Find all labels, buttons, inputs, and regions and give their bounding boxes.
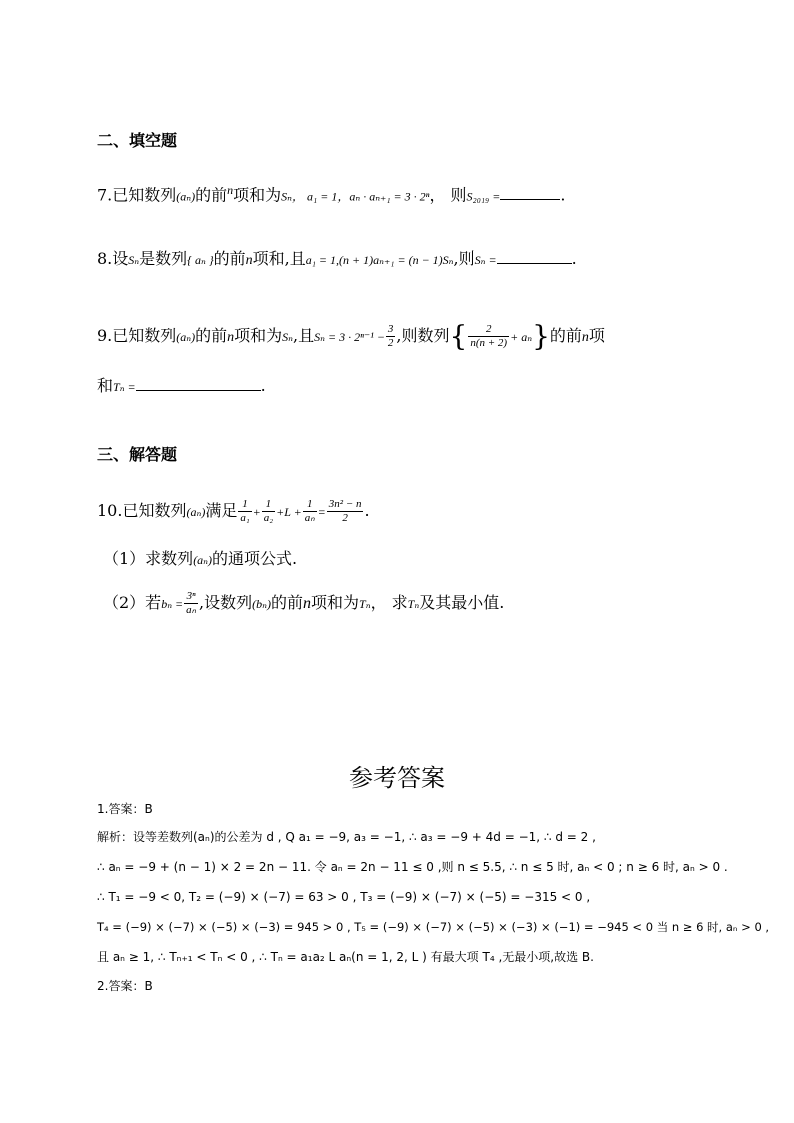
answer-2-label: 2.答案：B — [97, 979, 153, 993]
q9-n: n — [227, 330, 235, 345]
q8-seq: { aₙ } — [187, 253, 214, 267]
q8-n: n — [245, 253, 253, 268]
q9-mid5: 的前 — [549, 326, 582, 345]
q10-p2-mid4: ， 求 — [370, 593, 408, 612]
q8-mid4: ,则 — [453, 249, 475, 268]
q10-lead: 10.已知数列 — [97, 501, 187, 520]
q9-mid2: 项和为 — [234, 326, 283, 345]
q10-p2-tn: Tₙ — [359, 597, 371, 611]
q9-cond-num: 3 — [387, 323, 394, 335]
q10-p2-den: aₙ — [186, 604, 197, 616]
q10-p1-lead: （1）求数列 — [103, 549, 194, 568]
q8-mid3: 项和,且 — [252, 249, 306, 268]
q10-plus2: +L + — [276, 505, 302, 519]
q7-sn: Sₙ — [281, 189, 293, 204]
q10-p2-tn2: Tₙ — [407, 597, 420, 611]
q9-mid3: ,且 — [293, 326, 315, 345]
question-7 — [97, 180, 565, 206]
q7-cond1: ， a₁ = 1， — [292, 189, 350, 204]
q10-p2-tail: 及其最小值. — [419, 593, 505, 612]
q10-f3-den: aₙ — [304, 512, 315, 524]
q10-rhs-fraction — [327, 498, 364, 525]
q9-cond-pre: Sₙ = 3 · 2ⁿ⁻¹ − — [314, 330, 385, 344]
answer-1-line-2: ∴ aₙ = −9 + (n − 1) × 2 = 2n − 11. 令 aₙ = 2n − 11 ≤ 0 ,则 n ≤ 5.5, ∴ n ≤ 5 时, aₙ < 0 ; n ≥ 6 时, aₙ > 0 . — [97, 860, 728, 874]
q10-fraction-1 — [238, 498, 251, 525]
q7-end: . — [560, 185, 566, 205]
q10-end: . — [364, 501, 370, 520]
question-10-part-2 — [103, 588, 504, 619]
q10-p1-seq: (aₙ) — [193, 553, 213, 567]
answers-heading: 参考答案 — [349, 764, 445, 792]
q10-rhs-den: 2 — [342, 512, 348, 524]
q10-p2-mid2: 的前 — [271, 593, 304, 612]
q10-f3-num: 1 — [303, 498, 317, 512]
q7-answer-blank[interactable] — [500, 185, 560, 200]
section-heading-solve: 三、解答题 — [97, 445, 178, 464]
q7-lead: 7.已知数列 — [97, 185, 177, 205]
q9-sn: Sₙ — [282, 330, 294, 344]
q10-p2-fraction — [184, 590, 198, 617]
q7-cond2: aₙ · aₙ₊₁ = 3 · 2ⁿ — [349, 189, 430, 204]
q9-lead: 9.已知数列 — [97, 326, 177, 345]
q10-fraction-3 — [303, 498, 317, 525]
q9-seq: (aₙ) — [176, 330, 196, 344]
answer-1-line-5: 且 aₙ ≥ 1, ∴ Tₙ₊₁ < Tₙ < 0 , ∴ Tₙ = a₁a₂ L aₙ(n = 1, 2, L ) 有最大项 T₄ ,无最小项,故选 B. — [97, 950, 594, 964]
q10-p2-lead: （2）若 — [103, 593, 162, 612]
q7-mid1: 的前 — [195, 185, 228, 205]
question-9-line-2 — [97, 376, 266, 397]
q10-rhs-num: 3n² − n — [328, 498, 362, 510]
q9-cond-fraction — [386, 323, 396, 350]
q7-seq: (aₙ) — [176, 189, 196, 204]
q9-plus-an: + aₙ — [510, 330, 533, 344]
q10-p2-num: 3ⁿ — [184, 590, 198, 604]
q9-n2: n — [581, 330, 589, 345]
q7-n: n — [227, 183, 234, 197]
q10-f2-den: a₂ — [263, 512, 274, 524]
q7-target: S₂₀₁₉ = — [466, 189, 501, 204]
q8-mid1: 是数列 — [139, 249, 188, 268]
question-10 — [97, 496, 370, 527]
q9-frac-num: 2 — [468, 323, 509, 337]
answer-1-line-4: T₄ = (−9) × (−7) × (−5) × (−3) = 945 > 0 , T₅ = (−9) × (−7) × (−5) × (−3) × (−1) = −945 < 0 当 n ≥ 6 时, aₙ > 0 , — [97, 920, 770, 934]
q10-fraction-2 — [262, 498, 275, 525]
q9-mid4: ,则数列 — [396, 326, 450, 345]
q10-plus1: + — [252, 505, 261, 519]
question-10-part-1 — [103, 549, 297, 570]
q9-mid1: 的前 — [195, 326, 228, 345]
q10-mid1: 满足 — [205, 501, 238, 520]
q8-mid2: 的前 — [213, 249, 246, 268]
q9-line2-lead: 和 — [97, 376, 114, 395]
answer-1-line-1: 解析：设等差数列(aₙ)的公差为 d , Q a₁ = −9, a₃ = −1, ∴ a₃ = −9 + 4d = −1, ∴ d = 2 , — [97, 830, 596, 844]
q10-f2-num: 1 — [262, 498, 275, 512]
q10-p2-n: n — [303, 595, 312, 612]
section-heading-fill-blank: 二、填空题 — [97, 131, 178, 150]
q10-eq: = — [317, 505, 326, 519]
q10-p1-tail: 的通项公式. — [212, 549, 298, 568]
q9-left-brace: { — [449, 319, 468, 353]
q10-p2-mid1: ,设数列 — [199, 593, 253, 612]
q9-mid6: 项 — [588, 326, 605, 345]
q9-target: Tₙ = — [113, 380, 136, 394]
q10-f1-den: a₁ — [240, 512, 250, 524]
q7-mid3: ， 则 — [429, 185, 467, 205]
answer-1-line-3: ∴ T₁ = −9 < 0, T₂ = (−9) × (−7) = 63 > 0 , T₃ = (−9) × (−7) × (−5) = −315 < 0 , — [97, 890, 591, 904]
q8-lead: 8.设 — [97, 249, 129, 268]
q8-sn: Sₙ — [128, 253, 140, 267]
q8-end: . — [571, 249, 577, 268]
q10-p2-seq: (bₙ) — [252, 597, 271, 611]
q9-answer-blank[interactable] — [136, 376, 261, 391]
q10-p2-bn: bₙ = — [161, 597, 184, 611]
q9-right-brace: } — [532, 319, 550, 353]
q8-answer-blank[interactable] — [497, 249, 572, 264]
q10-f1-num: 1 — [238, 498, 251, 512]
q9-term-fraction — [468, 323, 509, 350]
q9-cond-den: 2 — [387, 337, 394, 349]
q8-target: Sₙ = — [474, 253, 497, 267]
q7-mid2: 项和为 — [233, 185, 282, 205]
q8-cond: a₁ = 1,(n + 1)aₙ₊₁ = (n − 1)Sₙ — [305, 253, 454, 267]
q10-p2-mid3: 项和为 — [311, 593, 360, 612]
q9-frac-den: n(n + 2) — [470, 337, 508, 349]
q9-end: . — [260, 376, 266, 395]
q10-seq: (aₙ) — [186, 505, 206, 519]
question-8 — [97, 249, 577, 271]
question-9 — [97, 319, 605, 353]
answer-1-label: 1.答案：B — [97, 802, 153, 816]
